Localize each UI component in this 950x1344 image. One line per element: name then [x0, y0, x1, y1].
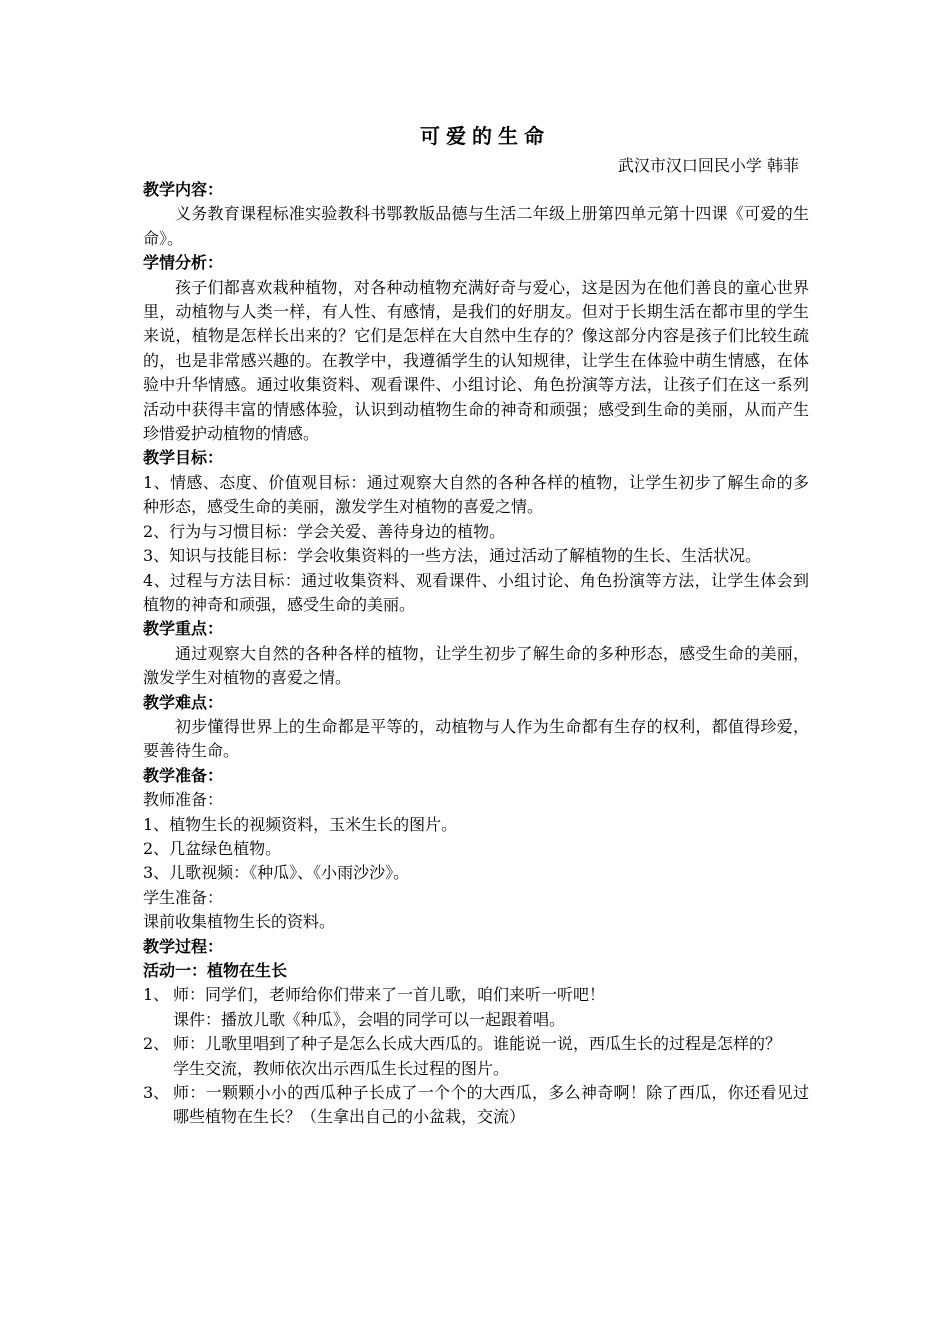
section-heading-process: 教学过程：: [143, 936, 224, 956]
keypoint-paragraph: 通过观察大自然的各种各样的植物，让学生初步了解生命的多种形态，感受生命的美丽，激发学生对植物的喜爱之情。: [143, 643, 809, 688]
teacher-prep-item: 2、几盆绿色植物。: [143, 838, 282, 858]
process-step: [143, 1032, 809, 1056]
section-heading-goals: 教学目标：: [143, 448, 224, 468]
step-detail: 学生交流，教师依次出示西瓜生长过程的图片。: [173, 1058, 510, 1078]
teacher-prep-item: 1、植物生长的视频资料，玉米生长的图片。: [143, 814, 458, 834]
document-page: [143, 118, 809, 1130]
student-prep-text: 课前收集植物生长的资料。: [143, 912, 336, 932]
section-heading-analysis: 学情分析：: [143, 253, 224, 273]
analysis-paragraph: 孩子们都喜欢栽种植物，对各种动植物充满好奇与爱心，这是因为在他们善良的童心世界里，动植物与人类一样，有人性、有感情，是我们的好朋友。但对于长期生活在都市里的学生来说，植物是怎样长出来的？它们是怎样在大自然中生存的？像这部分内容是孩子们比较生疏的，也是非常感兴趣的。在教学中，我遵循学生的认知规律，让学生在体验中萌生情感，在体验中升华情感。通过收集资料、观看课件、小组讨论、角色扮演等方法，让孩子们在这一系列活动中获得丰富的情感体验，认识到动植物生命的神奇和顽强；感受到生命的美丽，从而产生珍惜爱护动植物的情感。: [143, 277, 809, 444]
teacher-prep-item: 3、儿歌视频：《种瓜》、《小雨沙沙》。: [143, 863, 410, 883]
goal-item: 4、过程与方法目标：通过收集资料、观看课件、小组讨论、角色扮演等方法，让学生体会到植物的神奇和顽强，感受生命的美丽。: [143, 570, 809, 614]
document-title: 可爱的生命: [420, 124, 550, 148]
author-line: 武汉市汉口回民小学 韩菲: [617, 156, 799, 175]
section-heading-keypoint: 教学重点：: [143, 619, 224, 639]
step-number: 2、: [143, 1034, 170, 1054]
section-heading-content: 教学内容：: [143, 180, 224, 199]
step-text: 师：儿歌里唱到了种子是怎么长成大西瓜的。谁能说一说，西瓜生长的过程是怎样的？: [173, 1034, 782, 1054]
teacher-prep-label: 教师准备：: [143, 790, 224, 810]
goal-item: 3、知识与技能目标：学会收集资料的一些方法，通过活动了解植物的生长、生活状况。: [143, 546, 762, 566]
student-prep-label: 学生准备：: [143, 887, 224, 907]
goal-item: 2、行为与习惯目标：学会关爱、善待身边的植物。: [143, 521, 506, 541]
step-text: 师：一颗颗小小的西瓜种子长成了一个个的大西瓜，多么神奇啊！除了西瓜，你还看见过哪些植物在生长？（生拿出自己的小盆栽，交流）: [173, 1083, 809, 1127]
difficulty-paragraph: 初步懂得世界上的生命都是平等的，动植物与人作为生命都有生存的权利，都值得珍爱，要善待生命。: [143, 716, 809, 761]
goal-item: 1、情感、态度、价值观目标：通过观察大自然的各种各样的植物，让学生初步了解生命的多种形态，感受生命的美丽，激发学生对植物的喜爱之情。: [143, 472, 809, 517]
process-step: [143, 983, 809, 1007]
content-paragraph: 义务教育课程标准实验教科书鄂教版品德与生活二年级上册第四单元第十四课《可爱的生命》。: [143, 204, 809, 248]
activity-heading: 活动一：植物在生长: [143, 961, 288, 980]
section-heading-prep: 教学准备：: [143, 765, 224, 785]
step-detail: 课件：播放儿歌《种瓜》，会唱的同学可以一起跟着唱。: [173, 1009, 566, 1029]
step-text: 师：同学们，老师给你们带来了一首儿歌，咱们来听一听吧！: [173, 985, 606, 1005]
step-number: 1、: [143, 985, 170, 1005]
process-step: [143, 1081, 809, 1130]
section-heading-difficulty: 教学难点：: [143, 692, 224, 712]
step-number: 3、: [143, 1083, 170, 1103]
